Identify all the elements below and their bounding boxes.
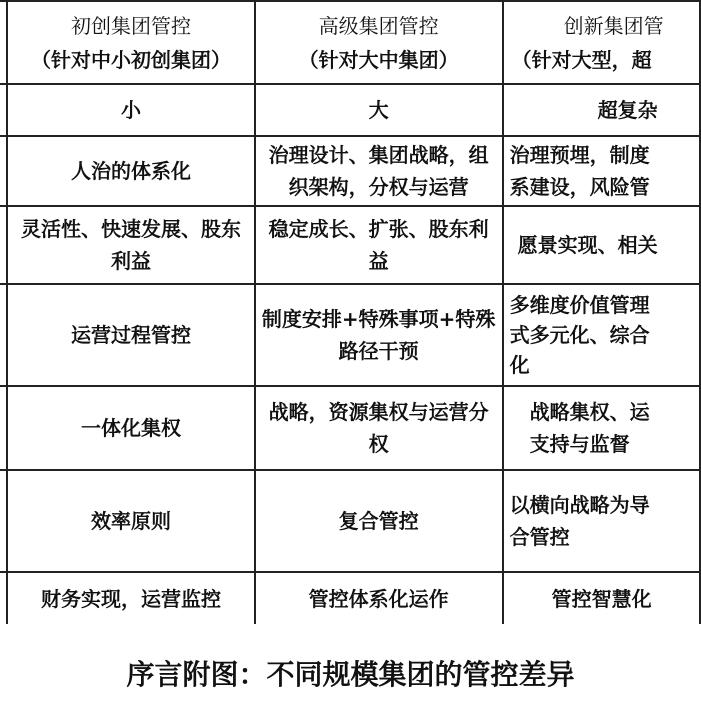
table-cell: 战略，资源集权与运营分权 (255, 386, 503, 470)
table-row (0, 572, 700, 624)
header-innovative-title: 创新集团管 (563, 13, 664, 38)
table-cell: 大 (255, 84, 503, 136)
table-cell: 人治的体系化 (7, 136, 254, 206)
table-cell: 愿景实现、相关 (503, 206, 700, 284)
table-cell: 财务实现，运营监控 (7, 572, 254, 624)
edge-cell (0, 470, 7, 572)
header-innovative-subtitle: （针对大型，超 (511, 47, 652, 72)
header-advanced-subtitle: （针对大中集团） (298, 47, 459, 72)
edge-cell (0, 1, 7, 84)
table-cell: 多维度价值管理 式多元化、综合 化 (503, 284, 700, 386)
edge-cell (0, 284, 7, 386)
table-cell: 以横向战略为导 合管控 (503, 470, 700, 572)
table-row (0, 386, 700, 470)
table-cell: 战略集权、运 支持与监督 (503, 386, 700, 470)
table-cell: 治理设计、集团战略，组织架构，分权与运营 (255, 136, 503, 206)
table-cell: 制度安排+特殊事项+特殊路径干预 (255, 284, 503, 386)
edge-cell (0, 84, 7, 136)
table-cell: 小 (7, 84, 254, 136)
header-advanced (255, 1, 503, 84)
table-row (0, 206, 700, 284)
table-row (0, 470, 700, 572)
header-startup-title: 初创集团管控 (71, 13, 191, 38)
edge-cell (0, 136, 7, 206)
table-cell: 复合管控 (255, 470, 503, 572)
edge-cell (0, 386, 7, 470)
table-cell: 效率原则 (7, 470, 254, 572)
table-cell: 运营过程管控 (7, 284, 254, 386)
header-innovative (503, 1, 700, 84)
table-cell: 灵活性、快速发展、股东利益 (7, 206, 254, 284)
table-cell: 治理预埋，制度 系建设，风险管 (503, 136, 700, 206)
table-cell: 一体化集权 (7, 386, 254, 470)
edge-cell (0, 572, 7, 624)
header-startup-subtitle: （针对中小初创集团） (31, 47, 231, 72)
header-advanced-title: 高级集团管控 (318, 13, 439, 38)
header-startup (7, 1, 254, 84)
table-cell: 稳定成长、扩张、股东利益 (255, 206, 503, 284)
edge-cell (0, 206, 7, 284)
header-row (0, 1, 700, 84)
table-row (0, 84, 700, 136)
figure-caption: 序言附图：不同规模集团的管控差异 (126, 658, 575, 691)
table-row (0, 284, 700, 386)
table-row (0, 136, 700, 206)
table-cell: 超复杂 (503, 84, 700, 136)
table-cell: 管控智慧化 (503, 572, 700, 624)
table-cell: 管控体系化运作 (255, 572, 503, 624)
